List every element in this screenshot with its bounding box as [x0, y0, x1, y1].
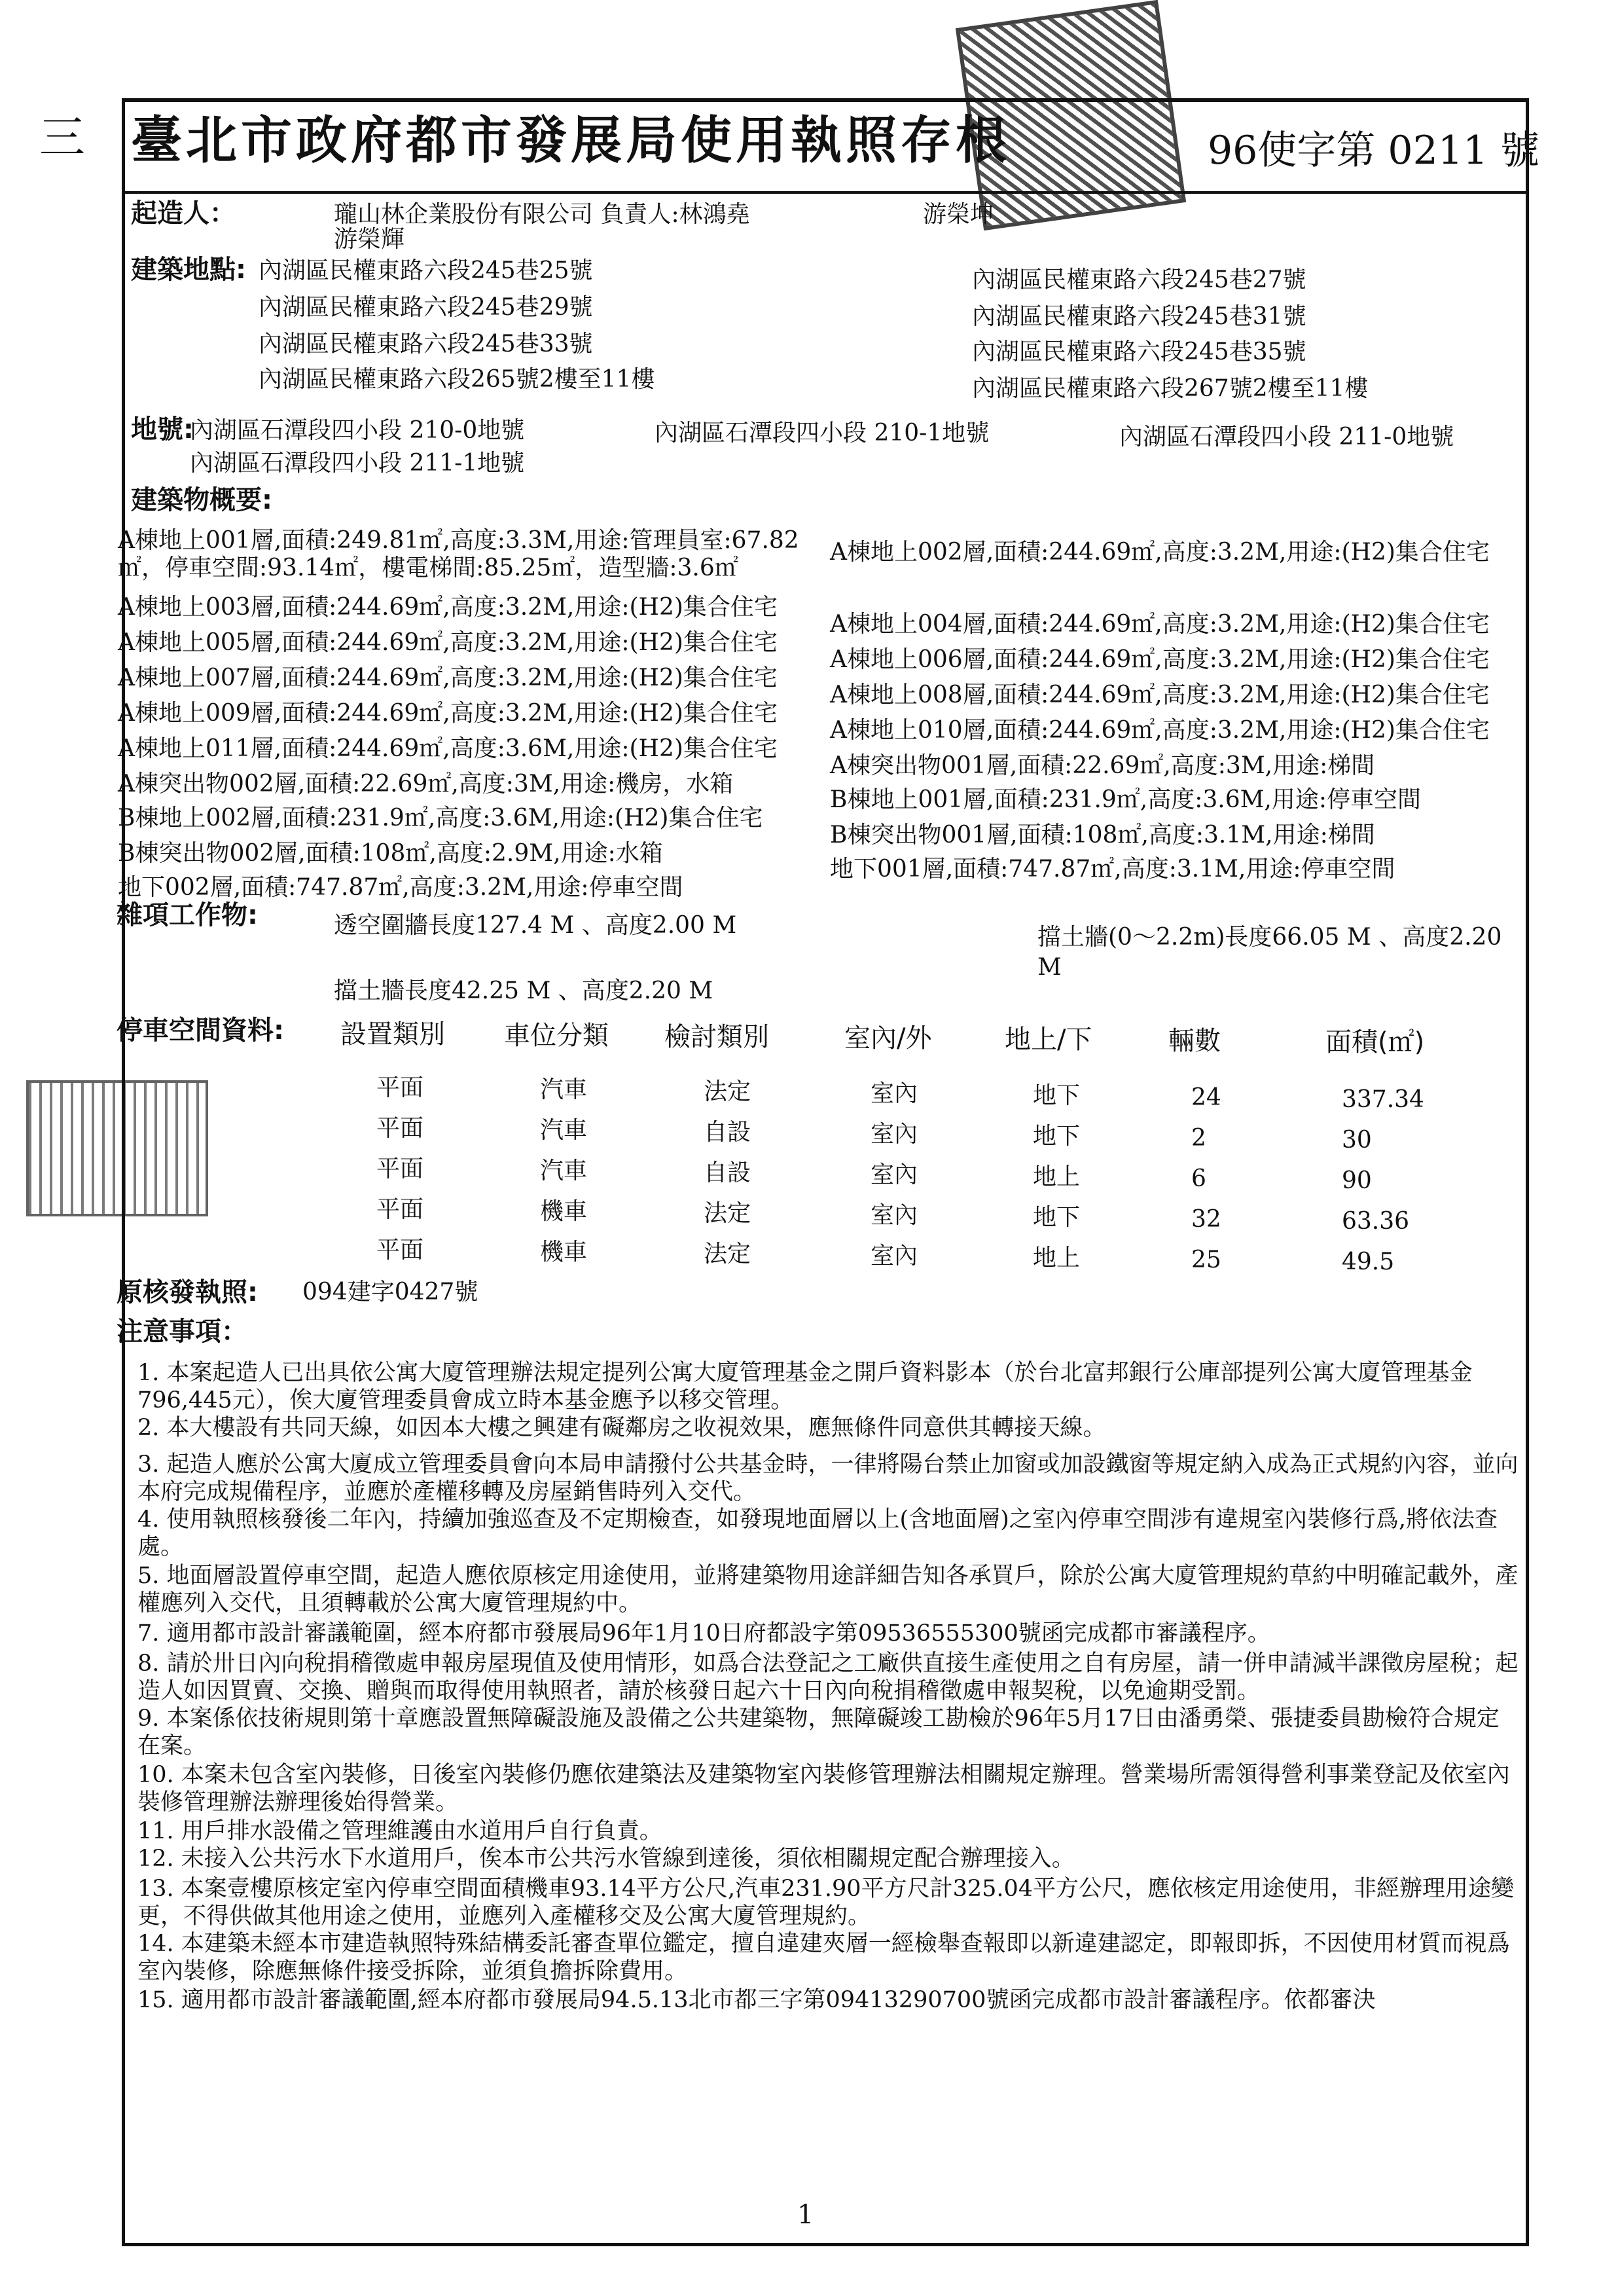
note-item: 9. 本案係依技術規則第十章應設置無障礙設施及設備之公共建築物，無障礙竣工勘檢於96年5月17日由潘勇榮、張捷委員勘檢符合規定在案。 [137, 1705, 1500, 1759]
building-row-right: A棟地上004層,面積:244.69㎡,高度:3.2M,用途:(H2)集合住宅 [830, 611, 1490, 638]
notes-label: 注意事項： [117, 1317, 247, 1347]
parking-cell: 室內 [871, 1202, 918, 1229]
applicant-label: 起造人： [131, 198, 236, 228]
parking-cell: 6 [1191, 1165, 1206, 1192]
building-overview-label: 建築物概要: [131, 485, 272, 515]
note-item: 11. 用戶排水設備之管理維護由水道用戶自行負責。 [137, 1818, 662, 1844]
building-row-left: B棟突出物002層,面積:108㎡,高度:2.9M,用途:水箱 [118, 840, 663, 867]
note-item: 5. 地面層設置停車空間，起造人應依原核定用途使用，並將建築物用途詳細告知各承買戶，除於公寓大廈管理規約草約中明確記載外，產權應列入交代，且須轉載於公寓大廈管理規約中。 [137, 1563, 1519, 1616]
building-row-right: B棟地上001層,面積:231.9㎡,高度:3.6M,用途:停車空間 [830, 786, 1422, 813]
building-row-right: A棟地上008層,面積:244.69㎡,高度:3.2M,用途:(H2)集合住宅 [830, 682, 1490, 708]
parking-cell: 室內 [871, 1121, 918, 1148]
building-row-left: A棟地上011層,面積:244.69㎡,高度:3.6M,用途:(H2)集合住宅 [118, 735, 778, 762]
note-item: 4. 使用執照核發後二年內，持續加強巡查及不定期檢查，如發現地面層以上(含地面層)之室內停車空間涉有違規室內裝修行爲,將依法查處。 [137, 1506, 1498, 1560]
building-row-right: 地下001層,面積:747.87㎡,高度:3.1M,用途:停車空間 [830, 856, 1395, 883]
parking-cell: 室內 [871, 1243, 918, 1269]
parking-cell: 地下 [1033, 1082, 1081, 1109]
document-number: 96使字第 0211 號 [1208, 128, 1540, 173]
site-address-left: 內湖區民權東路六段245巷25號 [259, 257, 593, 284]
parking-header-cell: 設置類別 [340, 1019, 445, 1049]
site-label: 建築地點: [131, 255, 246, 285]
parking-cell: 汽車 [540, 1117, 588, 1144]
lot-number: 內湖區石潭段四小段 210-0地號 [190, 417, 525, 444]
building-row-right: A棟突出物001層,面積:22.69㎡,高度:3M,用途:梯間 [830, 752, 1375, 779]
original-license-value: 094建字0427號 [302, 1279, 478, 1305]
parking-header-cell: 車位分類 [504, 1021, 609, 1051]
parking-cell: 49.5 [1342, 1248, 1395, 1275]
building-row-right: A棟地上006層,面積:244.69㎡,高度:3.2M,用途:(H2)集合住宅 [830, 646, 1490, 673]
applicant-person-2: 游榮坤 [923, 201, 994, 228]
lot-number: 內湖區石潭段四小段 211-0地號 [1119, 424, 1454, 450]
parking-cell: 法定 [704, 1241, 751, 1267]
parking-cell: 室內 [871, 1161, 918, 1188]
note-item: 10. 本案未包含室內裝修，日後室內裝修仍應依建築法及建築物室內裝修管理辦法相關規定辦理。營業場所需領得營利事業登記及依室內裝修管理辦法辦理後始得營業。 [137, 1762, 1510, 1815]
parking-cell: 機車 [540, 1239, 588, 1266]
misc-item: 擋土牆長度42.25 M 、高度2.20 M [334, 977, 713, 1004]
parking-cell: 2 [1191, 1125, 1206, 1152]
parking-cell: 63.36 [1342, 1208, 1410, 1235]
left-margin-mark: 三 [39, 111, 85, 164]
parking-cell: 地上 [1033, 1245, 1081, 1271]
site-address-right: 內湖區民權東路六段267號2樓至11樓 [972, 375, 1369, 402]
parking-header-cell: 檢討類別 [664, 1022, 769, 1052]
parking-label: 停車空間資料: [117, 1015, 284, 1046]
lot-number: 內湖區石潭段四小段 210-1地號 [655, 420, 990, 446]
note-item: 3. 起造人應於公寓大廈成立管理委員會向本局申請撥付公共基金時，一律將陽台禁止加窗或加設鐵窗等規定納入成為正式規約內容，並向本府完成規備程序，並應於產權移轉及房屋銷售時列入交代。 [137, 1451, 1519, 1505]
page-title: 臺北市政府都市發展局使用執照存根 [131, 111, 1011, 170]
site-address-right: 內湖區民權東路六段245巷35號 [972, 338, 1306, 365]
misc-item: 透空圍牆長度127.4 M 、高度2.00 M [334, 912, 737, 939]
building-row-left: B棟地上002層,面積:231.9㎡,高度:3.6M,用途:(H2)集合住宅 [118, 805, 763, 831]
site-address-left: 內湖區民權東路六段265號2樓至11樓 [259, 366, 655, 393]
site-address-right: 內湖區民權東路六段245巷27號 [972, 266, 1306, 293]
page-number: 1 [797, 2200, 814, 2230]
parking-header-cell: 地上/下 [1005, 1025, 1092, 1055]
parking-cell: 法定 [704, 1200, 751, 1227]
parking-cell: 平面 [376, 1237, 424, 1264]
parking-cell: 24 [1191, 1084, 1221, 1111]
misc-item: 擋土牆(0～2.2m)長度66.05 M 、高度2.20 [1037, 924, 1502, 951]
parking-cell: 機車 [540, 1198, 588, 1225]
parking-cell: 30 [1342, 1127, 1372, 1154]
building-row-left: A棟地上009層,面積:244.69㎡,高度:3.2M,用途:(H2)集合住宅 [118, 700, 778, 727]
parking-cell: 25 [1191, 1247, 1221, 1273]
site-address-left: 內湖區民權東路六段245巷29號 [259, 294, 593, 321]
parking-cell: 法定 [704, 1078, 751, 1105]
parking-cell: 平面 [376, 1196, 424, 1223]
parking-cell: 平面 [376, 1156, 424, 1182]
header-divider [122, 191, 1529, 194]
parking-cell: 平面 [376, 1074, 424, 1101]
parking-cell: 90 [1342, 1167, 1372, 1194]
parking-cell: 室內 [871, 1080, 918, 1107]
note-item: 2. 本大樓設有共同天線，如因本大樓之興建有礙鄰房之收視效果，應無條件同意供其轉接天線。 [137, 1415, 1106, 1441]
note-item: 15. 適用都市設計審議範圍,經本府都市發展局94.5.13北市都三字第09413290700號函完成都市設計審議程序。依都審決 [137, 1987, 1376, 2013]
parking-cell: 地下 [1033, 1204, 1081, 1231]
parking-cell: 自設 [704, 1159, 751, 1186]
applicant-person-3: 游榮輝 [334, 226, 405, 253]
parking-cell: 自設 [704, 1119, 751, 1146]
parking-cell: 平面 [376, 1115, 424, 1142]
misc-works-label: 雜項工作物: [117, 900, 258, 930]
building-row-left: A棟突出物002層,面積:22.69㎡,高度:3M,用途:機房，水箱 [118, 771, 734, 797]
building-row-left: A棟地上001層,面積:249.81㎡,高度:3.3M,用途:管理員室:67.82 [118, 527, 799, 554]
site-address-left: 內湖區民權東路六段245巷33號 [259, 331, 593, 357]
site-address-right: 內湖區民權東路六段245巷31號 [972, 303, 1306, 330]
note-item: 13. 本案壹樓原核定室內停車空間面積機車93.14平方公尺,汽車231.90平方尺計325.04平方公尺，應依核定用途使用，非經辦理用途變更，不得供做其他用途之使用，並應列入產權移交及公寓大廈管理規約。 [137, 1876, 1515, 1929]
parking-cell: 地上 [1033, 1163, 1081, 1190]
building-row-left: 地下002層,面積:747.87㎡,高度:3.2M,用途:停車空間 [118, 874, 683, 901]
note-item: 14. 本建築未經本市建造執照特殊結構委託審查單位鑑定，擅自違建夾層一經檢舉查報即以新違建認定，即報即拆，不因使用材質而視爲室內裝修，除應無條件接受拆除，並須負擔拆除費用。 [137, 1931, 1510, 1984]
building-row-left: A棟地上005層,面積:244.69㎡,高度:3.2M,用途:(H2)集合住宅 [118, 629, 778, 656]
parking-header-cell: 面積(㎡) [1325, 1027, 1425, 1057]
building-row-right: B棟突出物001層,面積:108㎡,高度:3.1M,用途:梯間 [830, 822, 1375, 848]
parking-cell: 地下 [1033, 1123, 1081, 1150]
building-row-left: ㎡，停車空間:93.14㎡，樓電梯間:85.25㎡，造型牆:3.6㎡ [118, 555, 738, 581]
applicant-company: 瓏山林企業股份有限公司 負責人:林鴻堯 [334, 201, 750, 228]
note-item: 1. 本案起造人已出具依公寓大廈管理辦法規定提列公寓大廈管理基金之開戶資料影本（於台北富邦銀行公庫部提列公寓大廈管理基金796,445元），俟大廈管理委員會成立時本基金應予以移交管理。 [137, 1360, 1473, 1413]
building-row-left: A棟地上007層,面積:244.69㎡,高度:3.2M,用途:(H2)集合住宅 [118, 665, 778, 691]
parking-cell: 汽車 [540, 1157, 588, 1184]
parking-cell: 32 [1191, 1206, 1221, 1233]
note-item: 8. 請於卅日內向稅捐稽徵處申報房屋現值及使用情形，如爲合法登記之工廠供直接生產使用之自有房屋，請一併申請減半課徵房屋稅；起造人如因買賣、交換、贈與而取得使用執照者，請於核發日起六十日內向稅捐稽徵處申報契稅，以免逾期受罰。 [137, 1650, 1519, 1704]
misc-item: M [1037, 954, 1062, 981]
lot-label: 地號: [131, 414, 194, 445]
building-row-right: A棟地上010層,面積:244.69㎡,高度:3.2M,用途:(H2)集合住宅 [830, 717, 1490, 744]
parking-header-cell: 室內/外 [844, 1023, 932, 1053]
parking-cell: 汽車 [540, 1076, 588, 1103]
lot-number: 內湖區石潭段四小段 211-1地號 [190, 450, 525, 477]
parking-header-cell: 輛數 [1168, 1026, 1221, 1056]
parking-cell: 337.34 [1342, 1086, 1424, 1113]
building-row-left: A棟地上003層,面積:244.69㎡,高度:3.2M,用途:(H2)集合住宅 [118, 594, 778, 621]
note-item: 7. 適用都市設計審議範圍，經本府都市發展局96年1月10日府都設字第09536555300號函完成都市審議程序。 [137, 1620, 1270, 1647]
building-row-right: A棟地上002層,面積:244.69㎡,高度:3.2M,用途:(H2)集合住宅 [830, 539, 1490, 566]
note-item: 12. 未接入公共污水下水道用戶，俟本市公共污水管線到達後，須依相關規定配合辦理接入。 [137, 1846, 1075, 1872]
original-license-label: 原核發執照: [117, 1277, 258, 1307]
